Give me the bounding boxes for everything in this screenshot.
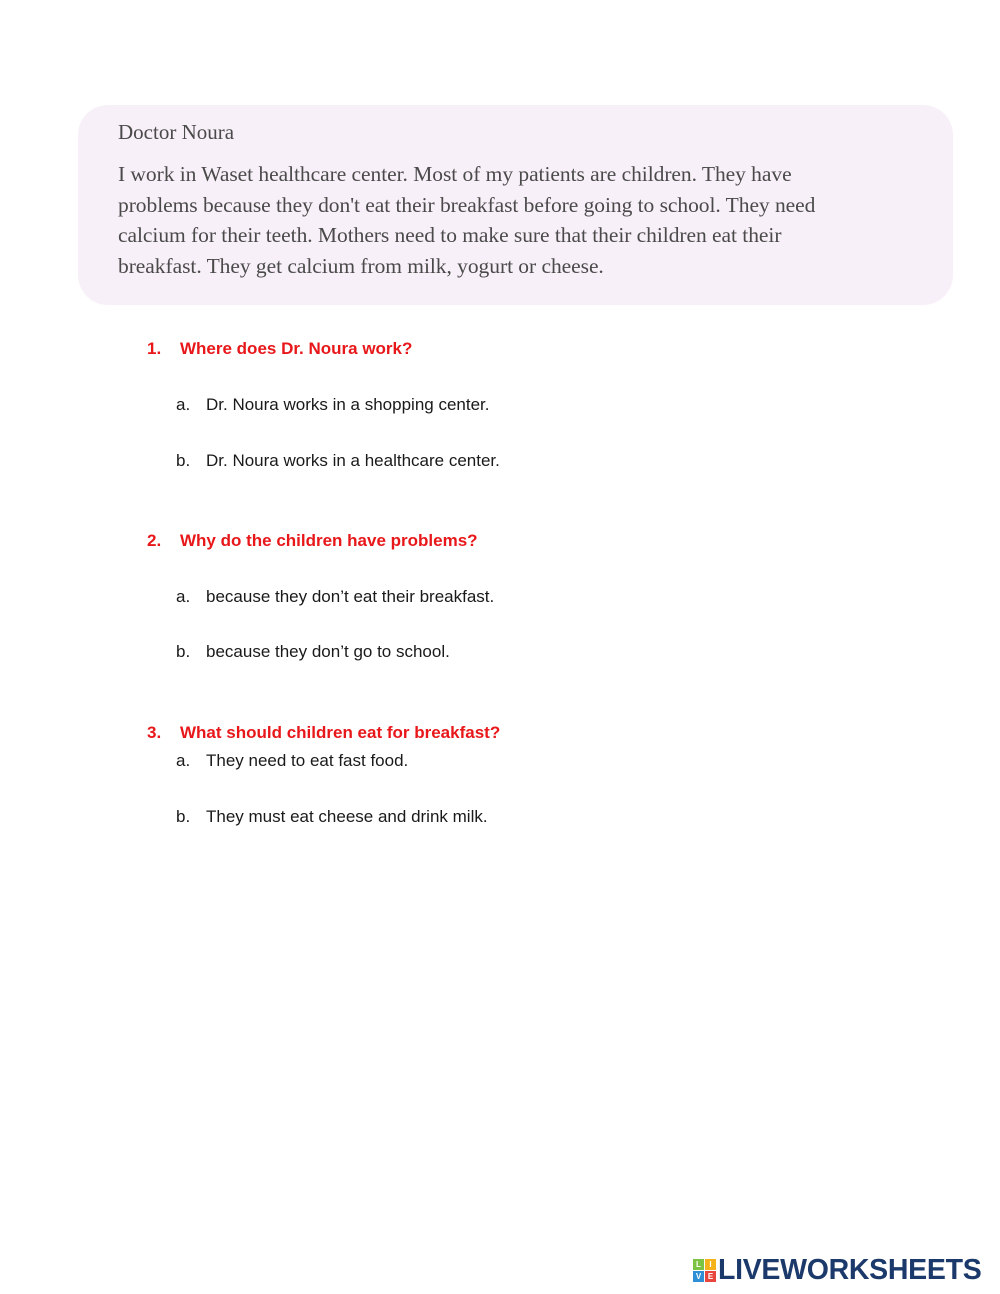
question-2 [147, 531, 478, 551]
option-letter: b. [176, 451, 191, 470]
logo-block: L [693, 1259, 704, 1270]
option-letter: a. [176, 751, 191, 770]
option-text: They need to eat fast food. [206, 751, 409, 770]
question-1 [147, 339, 412, 359]
logo-block: I [705, 1259, 716, 1270]
question-1-option-a[interactable] [176, 395, 489, 415]
option-text: They must eat cheese and drink milk. [206, 807, 488, 826]
question-text: Why do the children have problems? [180, 531, 478, 550]
logo-blocks-icon [693, 1259, 716, 1282]
option-text: Dr. Noura works in a shopping center. [206, 395, 490, 414]
reading-passage-panel [78, 105, 953, 305]
logo-block: E [705, 1271, 716, 1282]
logo-text: LIVEWORKSHEETS [718, 1254, 982, 1286]
option-text: Dr. Noura works in a healthcare center. [206, 451, 500, 470]
option-text: because they don’t go to school. [206, 642, 450, 661]
option-text: because they don’t eat their breakfast. [206, 587, 495, 606]
question-text: Where does Dr. Noura work? [180, 339, 413, 358]
option-letter: a. [176, 395, 191, 414]
passage-line: calcium for their teeth. Mothers need to make sure that their children eat their [118, 223, 782, 247]
passage-line: I work in Waset healthcare center. Most of my patients are children. They have [118, 162, 792, 186]
liveworksheets-logo[interactable] [693, 1256, 981, 1284]
logo-block: V [693, 1271, 704, 1282]
question-3-option-b[interactable] [176, 807, 488, 827]
option-letter: b. [176, 642, 191, 661]
question-2-option-b[interactable] [176, 642, 450, 662]
option-letter: b. [176, 807, 191, 826]
question-1-option-b[interactable] [176, 451, 500, 471]
option-letter: a. [176, 587, 191, 606]
passage-text [118, 159, 913, 281]
question-number: 2. [147, 531, 162, 550]
question-2-option-a[interactable] [176, 587, 494, 607]
question-number: 3. [147, 723, 162, 742]
question-3-option-a[interactable] [176, 751, 408, 771]
passage-line: problems because they don't eat their breakfast before going to school. They need [118, 192, 816, 217]
question-number: 1. [147, 339, 162, 358]
passage-line: breakfast. They get calcium from milk, yogurt or cheese. [118, 253, 604, 278]
question-text: What should children eat for breakfast? [180, 723, 501, 742]
passage-title: Doctor Noura [118, 120, 235, 144]
question-3 [147, 723, 500, 743]
